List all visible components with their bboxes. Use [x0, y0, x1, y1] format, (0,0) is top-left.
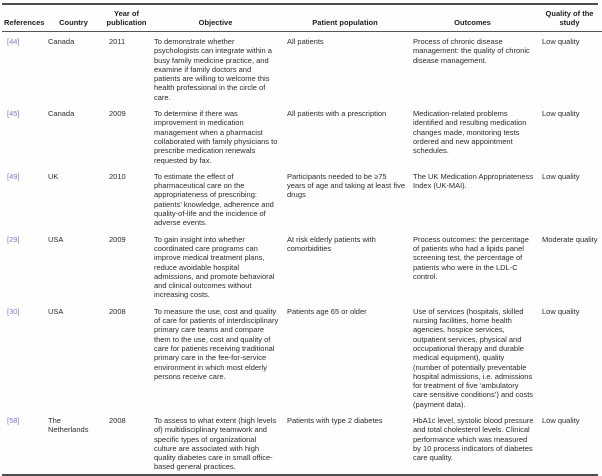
- outcomes-cell: HbA1c level, systolic blood pressure and total cholesterol levels. Clinical performance which was measured by 10 process indicators of diabetes care quality.: [413, 415, 534, 463]
- paper-page: [0, 3, 600, 472]
- table-row: [2, 302, 602, 411]
- table-row: [2, 411, 602, 474]
- objective-cell: To demonstrate whether psychologists can integrate within a busy family medicine practice, and examine if family doctors and patients are willing to welcome this health professional in the circle of care.: [154, 37, 272, 102]
- quality-cell: Low quality: [542, 415, 580, 425]
- reference-link[interactable]: [45]: [7, 109, 20, 119]
- studies-table-container: [2, 3, 598, 476]
- reference-cell: [2, 302, 43, 411]
- reference-cell: [2, 411, 43, 474]
- quality-cell: Low quality: [542, 306, 580, 316]
- year-cell: 2009: [109, 109, 126, 119]
- quality-cell: Low quality: [542, 37, 580, 46]
- quality-cell: Low quality: [542, 109, 580, 119]
- col-header-objective: Objective: [149, 5, 282, 32]
- year-cell: 2009: [109, 234, 126, 244]
- col-header-population: Patient population: [282, 5, 408, 32]
- population-cell: Patients with type 2 diabetes: [287, 415, 383, 425]
- objective-cell: To determine if there was improvement in medication management when a pharmacist collaborated with family physicians to prescribe medication renewals requested by fax.: [154, 109, 278, 165]
- table-row: [2, 32, 602, 105]
- outcomes-cell: Medication-related problems identified and resulting medication changes made, monitoring tests ordered and new appointment schedules.: [413, 109, 527, 156]
- year-cell: 2010: [109, 171, 126, 181]
- country-cell: Canada: [48, 109, 75, 119]
- country-cell: The Netherlands: [48, 415, 89, 435]
- population-cell: All patients with a prescription: [287, 109, 387, 119]
- reference-link[interactable]: [29]: [7, 234, 20, 244]
- studies-table: [2, 5, 602, 474]
- table-row: [2, 104, 602, 167]
- reference-cell: [2, 167, 43, 230]
- year-cell: 2008: [109, 415, 126, 425]
- objective-cell: To estimate the effect of pharmaceutical care on the appropriateness of prescribing: patients’ knowledge, adherence and quality-of-life and the incidence of adverse events.: [154, 171, 274, 228]
- outcomes-cell: Use of services (hospitals, skilled nursing facilities, home health agencies, hospice services, outpatient services, physical and occupational therapy and durable medical equipment), quality (number of potentially preventable hospital admissions, i.e. admissions for treatment of five ‘ambulatory care sensitive conditions’) and costs (payment data).: [413, 306, 534, 409]
- objective-cell: To gain insight into whether coordinated care programs can improve medical treatment plans, reduce avoidable hospital admissions, and promote behavioral and clinical outcomes without increasing costs.: [154, 234, 275, 300]
- population-cell: Patients age 65 or older: [287, 306, 367, 316]
- year-cell: 2008: [109, 306, 126, 316]
- country-cell: USA: [48, 306, 64, 316]
- reference-cell: [2, 230, 43, 302]
- header-row: [2, 5, 602, 32]
- quality-cell: Low quality: [542, 171, 580, 181]
- col-header-references: References: [2, 5, 43, 32]
- country-cell: Canada: [48, 37, 75, 46]
- col-header-country: Country: [43, 5, 104, 32]
- reference-cell: [2, 32, 43, 105]
- reference-link[interactable]: [44]: [7, 37, 20, 46]
- year-cell: 2011: [109, 37, 126, 46]
- reference-cell: [2, 104, 43, 167]
- reference-link[interactable]: [30]: [7, 306, 20, 316]
- col-header-outcomes: Outcomes: [408, 5, 537, 32]
- objective-cell: To assess to what extent (high levels of) multidisciplinary teamwork and specific types of organizational culture are associated with high quality diabetes care in small office-based general practices.: [154, 415, 277, 472]
- col-header-year: Year of publication: [104, 5, 149, 32]
- population-cell: All patients: [287, 37, 324, 46]
- outcomes-cell: Process outcomes: the percentage of patients who had a lipids panel screening test, the percentage of patients who were in the LDL-C control.: [413, 234, 529, 281]
- outcomes-cell: Process of chronic disease management: the quality of chronic disease management.: [413, 37, 530, 65]
- table-row: [2, 230, 602, 302]
- population-cell: At risk elderly patients with comorbidities: [287, 234, 376, 253]
- col-header-quality: Quality of the study: [537, 5, 602, 32]
- outcomes-cell: The UK Medication Appropriateness Index (UK-MAI).: [413, 171, 534, 191]
- population-cell: Participants needed to be ≥75 years of age and taking at least five drugs: [287, 171, 405, 200]
- objective-cell: To measure the use, cost and quality of care for patients of interdisciplinary primary care teams and compare them to the use, cost and quality of care for patients receiving traditional primary care in the fee-for-service environment in which most elderly persons receive care.: [154, 306, 279, 381]
- reference-link[interactable]: [49]: [7, 171, 20, 181]
- table-row: [2, 167, 602, 230]
- quality-cell: Moderate quality: [542, 234, 598, 244]
- country-cell: UK: [48, 171, 59, 181]
- country-cell: USA: [48, 234, 64, 244]
- reference-link[interactable]: [58]: [7, 415, 20, 425]
